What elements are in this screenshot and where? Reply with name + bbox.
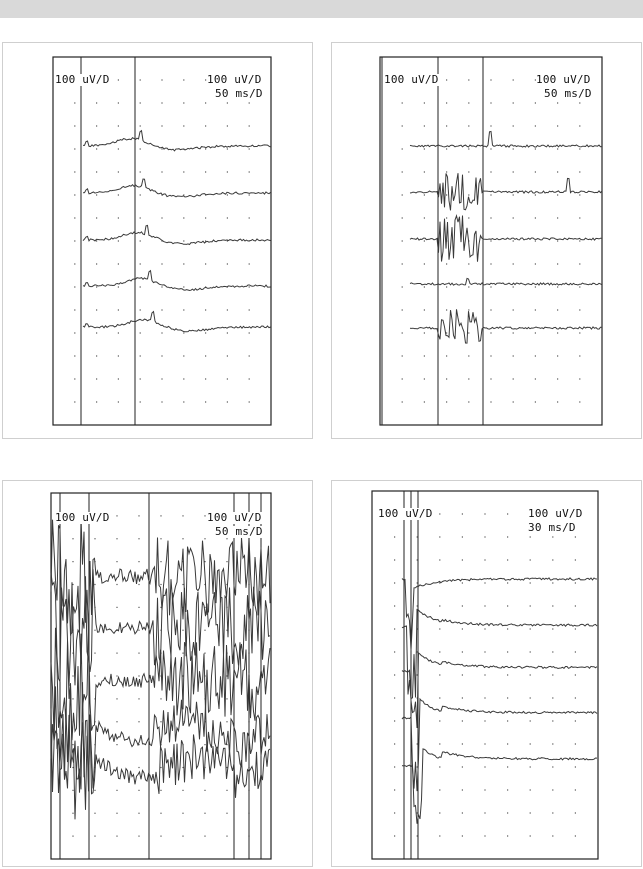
emg-panel-a	[2, 42, 313, 439]
emg-trace	[410, 132, 602, 148]
emg-trace	[51, 709, 270, 820]
panel-d-gain-right: 100 uV/D	[528, 507, 583, 520]
panel-a-gain-left: 100 uV/D	[55, 73, 110, 86]
emg-panel-c	[2, 480, 313, 867]
emg-trace	[83, 131, 271, 151]
panel-b-gain-left: 100 uV/D	[384, 73, 439, 86]
emg-trace	[402, 749, 597, 824]
grid-dots	[402, 79, 581, 402]
emg-trace	[83, 179, 271, 197]
panel-a-gain-right: 100 uV/D	[207, 73, 262, 86]
emg-trace	[410, 173, 602, 210]
emg-panel-b	[331, 42, 642, 439]
emg-trace	[410, 278, 602, 285]
emg-trace	[402, 610, 597, 699]
panel-b-timebase: 50 ms/D	[544, 87, 592, 100]
emg-trace	[83, 271, 271, 291]
panel-c-gain-left: 100 uV/D	[55, 511, 110, 524]
emg-trace	[402, 699, 597, 791]
panel-c-plot	[3, 481, 314, 868]
panel-d-timebase: 30 ms/D	[528, 521, 576, 534]
panel-b-plot	[332, 43, 643, 440]
grid-dots	[394, 513, 576, 836]
panel-a-plot	[3, 43, 314, 440]
panel-d-gain-left: 100 uV/D	[378, 507, 433, 520]
emg-trace	[410, 309, 602, 343]
emg-trace	[410, 216, 602, 262]
panel-d-plot	[332, 481, 643, 868]
emg-panel-d	[331, 480, 642, 867]
emg-trace	[83, 225, 271, 244]
panel-c-timebase: 50 ms/D	[215, 525, 263, 538]
emg-trace	[51, 625, 270, 741]
emg-trace	[402, 578, 597, 650]
emg-trace	[83, 312, 271, 332]
panel-c-gain-right: 100 uV/D	[207, 511, 262, 524]
panel-a-timebase: 50 ms/D	[215, 87, 263, 100]
emg-trace	[402, 653, 597, 728]
top-bar	[0, 0, 643, 18]
panel-b-gain-right: 100 uV/D	[536, 73, 591, 86]
grid-dots	[74, 79, 250, 402]
